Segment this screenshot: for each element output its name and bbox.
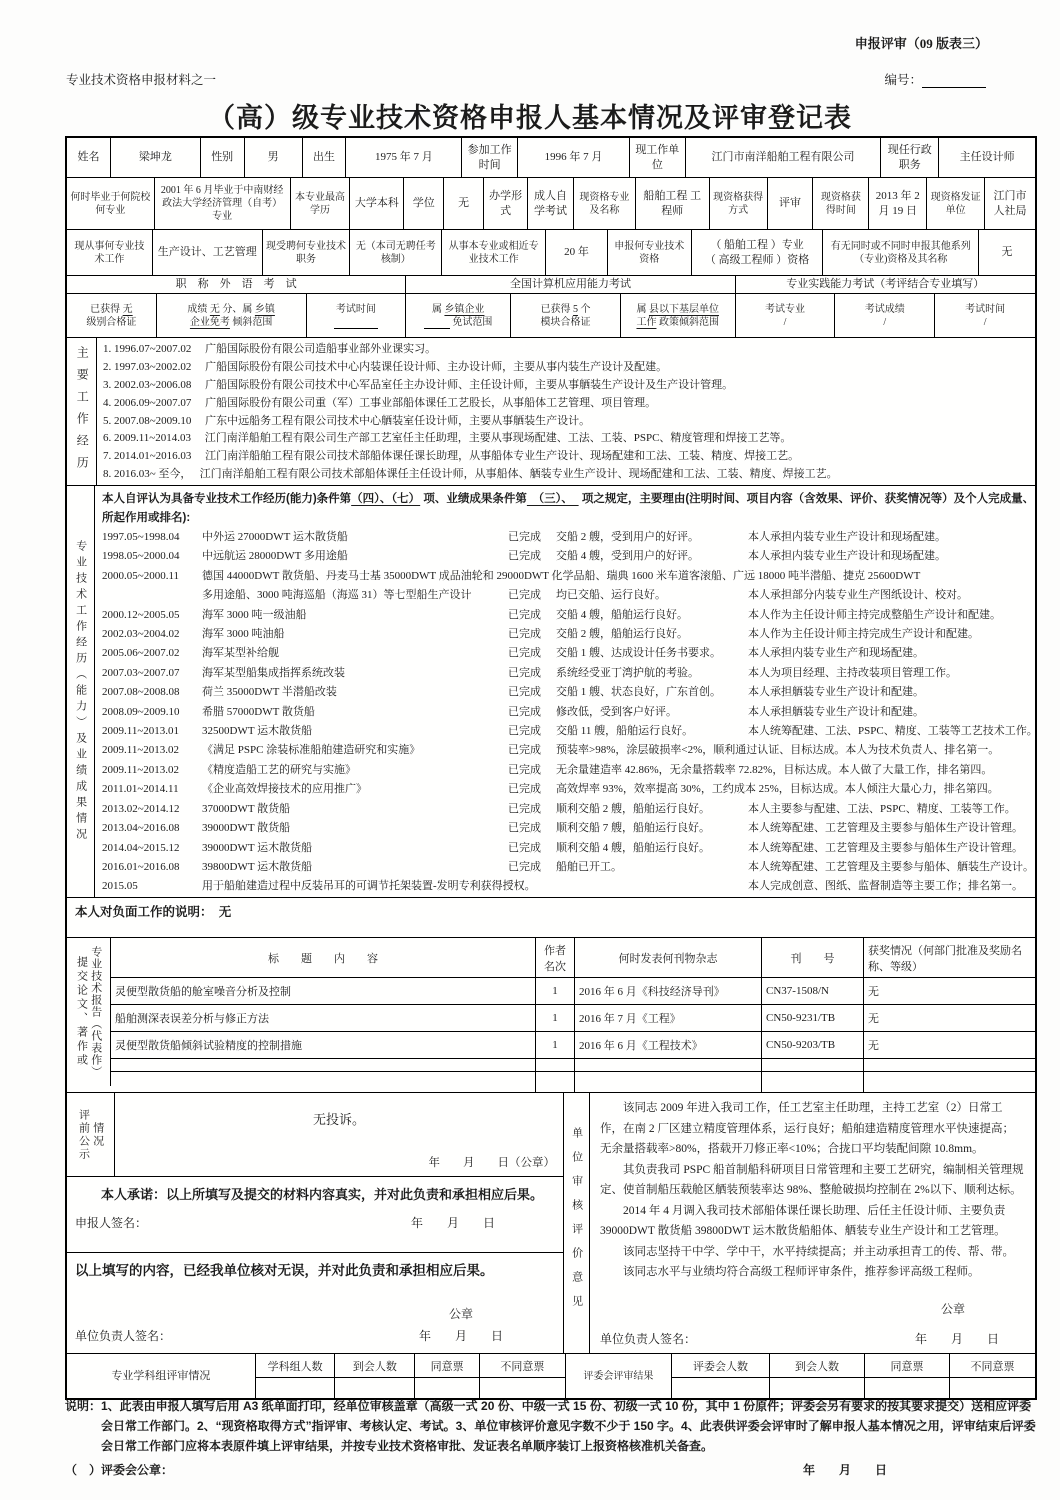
paper-cell [536,1059,575,1071]
papers-header-title: 标 题 内 容 [111,938,536,977]
experience-item: 8. 2016.03~ 至今， 江门南洋船舶工程有限公司技术部船体课任主任设计师，从事船体、舾装专业生产设计、现场配建和工法、工装、精度、焊接工艺。 [102,468,838,481]
apply-label: 申报何专业技术资格 [608,230,692,275]
paper-cell: 无 [868,986,879,998]
promise-text: 本人承诺：以上所填写及提交的材料内容真实，并对此负责和承担相应后果。 [101,1187,544,1202]
current-work-label: 现从事何专业技术工作 [67,230,153,275]
subject-disagree-header: 不同意票 [500,1360,545,1373]
unit-opinion-content [590,1093,1035,1353]
papers-header-row [111,938,1035,978]
corner-note: 申报评审（09 版表三） [854,36,988,51]
promise-row [67,1177,563,1253]
lang-time-cell: 考试时间 [307,294,407,337]
qual-name-value: 船舶工程 工程师 [636,178,710,229]
publicity-row [67,1093,563,1177]
papers-vlabel: 提交论文、著作或 专业技术报告（代表作） [67,938,111,1086]
footer-note [65,1396,1037,1480]
page-title: （高）级专业技术资格申报人基本情况及评审登记表 [208,103,852,133]
paper-cell: CN50-9231/TB [762,1005,864,1031]
paper-cell: 1 [536,1005,575,1031]
unit-opinion-seal: 公章 [940,1302,965,1316]
tech-entry: 1997.05~1998.04 中外运 27000DWT 运木散货船 已完成 交船 2 艘，受到用户的好评。 本人承担内装专业生产设计和现场配建。 [102,531,946,543]
paper-cell: 灵便型散货船的舱室噪音分析及控制 [111,978,536,1004]
apply-line1: （ 船舶工程 ）专业 [710,239,804,252]
serial-blank [922,75,986,88]
papers-header-author: 作者名次 [536,938,575,977]
main-experience-row [67,338,1035,486]
computer-exam-header: 全国计算机应用能力考试 [406,276,735,293]
mode-label: 办学形式 [484,178,528,229]
tech-intro: 本人自评认为具备专业技术工作经历(能力)条件第（四）、（七） 项、业绩成果条件第 （三）、 项之规定，主要理由(注明时间、项目内容（含效果、评价、获奖情况等）及个人完成量、所起作用或排名): [102,493,1035,524]
current-work-value: 生产设计、工艺管理 [153,230,263,275]
experience-item: 7. 2014.01~2016.03 江门南洋船舶工程有限公司技术部船体课任课长助理，从事船体专业生产设计、现场配建和工法、工装、精度、焊接工艺。 [102,450,800,463]
paper-cell [111,1072,536,1092]
education-row [67,178,1035,230]
subject-group-values [256,1378,565,1398]
opinion-paragraph: 该同志 2009 年进入我司工作，任工艺室主任助理，主持工艺室（2）日常工作，在南 2 厂区建立精度管理体系，运行良好；船舶建造精度管理水平快速提高；无余量搭载率>80%，搭载开刀修正率<10%；合拢口平均装配间隙 10.8mm。 [600,1102,1014,1155]
years-value: 20 年 [546,230,608,275]
papers-table [111,938,1035,1092]
qual-name-label: 现资格专业及名称 [574,178,636,229]
unit-check-text: 以上填写的内容，已经我单位核对无误，并对此负责和承担相应后果。 [75,1263,494,1278]
practice-score-cell: 考试成绩 / [835,294,935,337]
tech-entry: 2002.03~2004.02 海军 3000 吨油船 已完成 交船 2 艘，船舶运行良好。 本人作为主任设计师主持完成生产设计和配建。 [102,628,979,641]
experience-item: 1. 1996.07~2007.02 广船国际股份有限公司造船事业部外业课实习。 [102,343,437,355]
tech-entry: 2005.06~2007.02 海军某型补给舰 已完成 交船 1 艘、达成设计任务书要求。 本人承担内装专业生产和现场配建。 [102,647,924,660]
other-series-value: 无 [1001,246,1013,259]
computer-module-cell: 已获得 5 个 模块合格证 [511,294,621,337]
qual-time-label: 现资格获得时间 [813,178,869,229]
unit-check-seal: 公章 [448,1307,473,1321]
applicant-sign-label: 申报人签名： [75,1216,148,1230]
tech-entry: 2009.11~2013.01 32500DWT 运木散货船 已完成 交船 11 艘，船舶运行良好。 本人统筹配建、工法、PSPC、精度、工装等工艺技术工作。 [102,725,1038,738]
basic-info-row [67,138,1035,178]
main-experience-list [97,338,1035,485]
publicity-date: 年 月 日（公章） [428,1157,555,1169]
jury-seal-label: （ ）评委会公章： [65,1463,174,1477]
publicity-vlabel: 评前公示 情况 [67,1093,115,1176]
tech-achievement-body [95,486,1045,897]
qual-issuer-value: 江门市 人社局 [993,190,1027,217]
tech-entry: 2009.11~2013.02 《满足 PSPC 涂装标准船舶建造研究和实施》 已完成 预装率>98%，涂层破损率<2%，顺利通过认证、目标达成。本人为技术负责人、排名第一。 [102,744,1000,757]
paper-cell: 2016 年 6 月《科技经济导刊》 [575,978,762,1004]
qual-time-value: 2013 年 2 月 19 日 [869,178,927,229]
opinion-paragraph: 该同志水平与业绩均符合高级工程师评审条件，推荐参评高级工程师。 [623,1266,980,1278]
paper-cell: 灵便型散货船倾斜试验精度的控制措施 [111,1032,536,1058]
apply-value [692,230,824,275]
tech-entry: 1998.05~2000.04 中远航运 28000DWT 多用途船 已完成 交船 4 艘，受到用户的好评。 本人承担内装专业生产设计和现场配建。 [102,550,946,563]
other-series-label: 有无同时或不同时申报其他系列（专业)资格及其名称 [823,230,979,275]
tech-entry: 2011.01~2014.11 《企业高效焊接技术的应用推广》 已完成 高效焊率 93%，效率提高 30%，工约成本 25%，目标达成。本人倾注大量心力，排名第四。 [102,783,999,796]
degree-label: 学位 [404,178,444,229]
unit-opinion-vlabel: 单位审核评价意见 [564,1093,590,1353]
admin-post-label: 现任行政职务 [881,138,939,177]
jury-size-header: 评委会人数 [672,1354,770,1377]
top-edu-label: 本专业最高学历 [291,178,351,229]
papers-header-issn: 刊 号 [762,938,864,977]
tech-achievement-vlabel: 专业技术工作经历（能力）及业绩成果情况 [67,486,95,897]
paper-cell [864,1072,1035,1092]
paper-cell [575,1072,762,1092]
publicity-content [115,1093,563,1176]
experience-item: 4. 2006.09~2007.07 广船国际股份有限公司重（军）工事业部船体课任工艺股长，从事船体工艺管理、项目管理。 [102,396,657,409]
lang-exam-header: 职 称 外 语 考 试 [67,276,406,293]
serial-label: 编号： [884,73,922,87]
qual-way-value: 评审 [768,178,814,229]
subject-group-size-header: 学科组人数 [256,1354,336,1377]
current-work-row [67,230,1035,276]
experience-item: 3. 2002.03~2006.08 广船国际股份有限公司技术中心军品室任主办设计师、主任设计师，主要从事舾装生产设计及生产设计管理。 [102,378,734,391]
subject-group-label: 专业学科组评审情况 [67,1354,256,1398]
paper-cell [575,1059,762,1071]
post-label: 现受聘何专业技术职务 [263,230,351,275]
experience-item: 2. 1997.03~2002.02 广船国际股份有限公司技术中心内装课任设计师、主办设计师，主要从事内装生产设计及配建。 [102,360,668,373]
practice-time-cell: 考试时间 / [965,303,1006,328]
subject-agree-header: 同意票 [415,1354,480,1377]
tech-entry: 2013.04~2016.08 39000DWT 散货船 已完成 顺利交船 7 艘，船舶运行良好。 本人统筹配建、工艺管理及主要参与船体生产设计管理。 [102,822,1023,835]
tech-entry: 2016.01~2016.08 39800DWT 运木散货船 已完成 船舶已开工。 本人统筹配建、工艺管理及主要参与船体、舾装生产设计。 [102,860,1034,873]
mode-value: 成人自学考试 [528,178,574,229]
jury-grid [672,1354,1035,1398]
opinion-paragraph: 其负责我司 PSPC 船首制船科研项目日常管理和主要工艺研究，编制相关管理规定、使首制船压载舱区舾装预装率达 98%、整舱破损均控制在 2%以下、顺利达标。 [600,1163,1024,1196]
computer-tilt-cell: 属 县以下基层单位 工作 政策倾斜范围 [621,294,736,337]
papers-section [67,938,1035,1093]
name-label: 姓名 [67,138,111,177]
gender-label: 性别 [201,138,245,177]
jury-values [672,1378,1035,1398]
tech-entry: 2008.09~2009.10 希腊 57000DWT 散货船 已完成 修改低，受到客户好评。 本人承担舾装专业生产设计和配建。 [102,705,924,718]
admin-post-value: 主任设计师 [959,151,1015,164]
paper-cell [864,1059,1035,1071]
employer-label: 现工作单位 [630,138,686,177]
qual-issuer-label: 现资格发证单位 [927,178,985,229]
applicant-sign-date: 年 月 日 [410,1216,495,1230]
jury-attend-header: 到会人数 [770,1354,865,1377]
tech-entry: 2000.05~2000.11 德国 44000DWT 散货船、丹麦马士基 35000DWT 成品油轮和 29000DWT 化学品船、瑞典 1600 米车道客滚船、广远 18000 吨半潜船、捷克 25600DWT [102,569,921,582]
unit-check-sign-label: 单位负责人签名： [75,1329,172,1343]
experience-item: 5. 2007.08~2009.10 广东中远船务工程有限公司技术中心舾装室任设计师，主要从事舾装生产设计。 [102,414,591,427]
jury-agree-header: 同意票 [865,1354,950,1377]
subject-group-grid [256,1354,566,1398]
paper-cell [762,1072,864,1092]
practice-exam-header: 专业实践能力考试（考评结合专业填写） [786,278,985,291]
name-value: 梁坤龙 [111,138,201,177]
work-start-label: 参加工作时间 [462,138,518,177]
publicity-text: 无投诉。 [312,1112,365,1127]
opinion-paragraph: 该同志坚持干中学、学中干，水平持续提高；并主动承担青工的传、帮、带。 [623,1245,1014,1258]
tech-entry: 2015.05 用于船舶建造过程中反装吊耳的可调节托架装置-发明专利获得授权。 本人完成创意、图纸、监督制造等主要工作；排名第一。 [102,880,1023,893]
paper-cell: 2016 年 7 月《工程》 [575,1005,762,1031]
paper-row [111,1032,1035,1059]
papers-header-award: 获奖情况（何部门批准及奖励名称、等级） [868,944,1022,973]
footer-date: 年 月 日 [802,1463,887,1477]
paper-row [111,1059,1035,1072]
opinion-paragraph: 2014 年 4 月调入我司技术部船体课任课长助理、后任主任设计师、主要负责 39000DWT 散货船 39800DWT 运木散货船船体、舾装专业生产设计和工艺管理。 [600,1204,1006,1237]
tech-entry: 2014.04~2015.12 39000DWT 运木散货船 已完成 顺利交船 4 艘，船舶运行良好。 本人统筹配建、工艺管理及主要参与船体生产设计管理。 [102,841,1023,854]
tech-entry-list [102,528,1038,897]
experience-item: 6. 2009.11~2014.03 江门南洋船舶工程有限公司生产部工艺室任主任助理，主要从事现场配建、工法、工装、PSPC、精度管理和焊接工艺等。 [102,432,792,445]
exam-header-row [67,276,1035,294]
serial-number-field [884,70,986,88]
exam-detail-row [67,294,1035,338]
papers-header-journal: 何时发表何刊物杂志 [575,938,762,977]
lang-cert-cell: 已获得 无 级别合格证 [67,294,157,337]
lang-score-cell: 成绩 无 分、属 乡镇 企业免考 倾斜范围 [157,294,307,337]
paper-cell [111,1059,536,1071]
material-note: 专业技术资格申报材料之一 [66,73,217,87]
paper-cell: 无 [868,1040,879,1052]
registration-form [65,136,1037,1400]
apply-line2: （ 高级工程师 ）资格 [704,253,810,266]
paper-cell: 无 [868,1013,879,1025]
subject-attend-header: 到会人数 [335,1354,415,1377]
footer-instructions: 说明：1、此表由申报人填写后用 A3 纸单面打印，经单位审核盖章（高级一式 20 份、中级一式 15 份、初级一式 10 份，其中 1 份原件；评委会另有要求的按其要求提交）送相应评委会日常工作部门。2、“现资格取得方式”指评审、考核认定、考试。3、单位审核评价意见字数不少于 150 字。4、此表供评委会评审时了解申报人基本情况之用，评审结束后评委会日常工作部门应将本表原件填上评审结果，并按专业技术资格审批、发证表名单顺序装订上报资格核准机关备查。 [65,1399,1036,1453]
qual-way-label: 现资格获得方式 [710,178,768,229]
tech-entry: 2007.03~2007.07 海军某型船集成指挥系统改装 已完成 系统经受亚丁湾护航的考验。 本人为项目经理、主持改装项目管理工作。 [102,666,957,679]
tech-entry: 2000.12~2005.05 海军 3000 吨一级油船 已完成 交船 4 艘，船舶运行良好。 本人作为主任设计师主持完成整船生产设计和配建。 [102,608,1001,621]
main-experience-vlabel: 主要工作经历 [67,338,97,485]
tech-entry: 多用途船、3000 吨海巡船（海巡 31）等七型船生产设计 已完成 均已交船、运行良好。 本人承担部分内装专业生产图纸设计、校对。 [202,589,968,602]
practice-subject-cell: 考试专业 / [736,294,836,337]
paper-cell: 1 [536,1032,575,1058]
unit-opinion-date: 年 月 日 [914,1332,999,1346]
paper-row [111,1005,1035,1032]
employer-value: 江门市南洋船舶工程有限公司 [686,138,882,177]
grad-value: 2001 年 6 月毕业于中南财经政法大学经济管理（自考）专业 [155,178,291,229]
paper-cell: CN50-9203/TB [762,1032,864,1058]
committee-row [67,1354,1035,1398]
jury-result-label: 评委会评审结果 [566,1354,672,1398]
left-review-column [67,1093,564,1353]
jury-disagree-header: 不同意票 [970,1360,1015,1373]
paper-row [111,1072,1035,1092]
paper-cell: 1 [536,978,575,1004]
post-value: 无（本司无聘任考核制） [350,230,442,275]
gender-value: 男 [245,138,303,177]
computer-exempt-cell: 属 乡镇企业 免试范围 [406,294,511,337]
unit-opinion-sign-label: 单位负责人签名： [600,1332,697,1346]
tech-entry: 2009.11~2013.02 《精度造船工艺的研究与实施》 已完成 无余量建造率 42.86%，无余量搭载率 72.82%，目标达成。本人做了大量工作，排名第四。 [102,763,993,776]
unit-check-row [67,1253,563,1352]
top-edu-value: 大学本科 [350,178,404,229]
tech-entry: 2013.02~2014.12 37000DWT 散货船 已完成 顺利交船 2 艘，船舶运行良好。 本人主要参与配建、工法、PSPC、精度、工装等工作。 [102,802,1016,815]
tech-achievement-row [67,486,1038,898]
paper-cell: 2016 年 6 月《工程技术》 [575,1032,762,1058]
years-label: 从事本专业或相近专业技术工作 [442,230,546,275]
review-block [67,1093,1035,1354]
birth-value: 1975 年 7 月 [346,138,462,177]
work-start-value: 1996 年 7 月 [518,138,630,177]
tech-entry: 2007.08~2008.08 荷兰 35000DWT 半潜船改装 已完成 交船 1 艘、状态良好，广东首创。 本人承担舾装专业生产设计和配建。 [102,686,924,699]
paper-cell: CN37-1508/N [762,978,864,1004]
negative-statement-row [67,898,1035,938]
degree-value: 无 [444,178,484,229]
paper-cell [536,1072,575,1092]
paper-cell: 船舶测深表误差分析与修正方法 [111,1005,536,1031]
paper-row [111,978,1035,1005]
birth-label: 出生 [303,138,347,177]
grad-label: 何时毕业于何院校何专业 [67,178,155,229]
paper-cell [762,1059,864,1071]
negative-statement: 本人对负面工作的说明： 无 [75,905,232,919]
unit-check-date: 年 月 日 [418,1329,503,1343]
